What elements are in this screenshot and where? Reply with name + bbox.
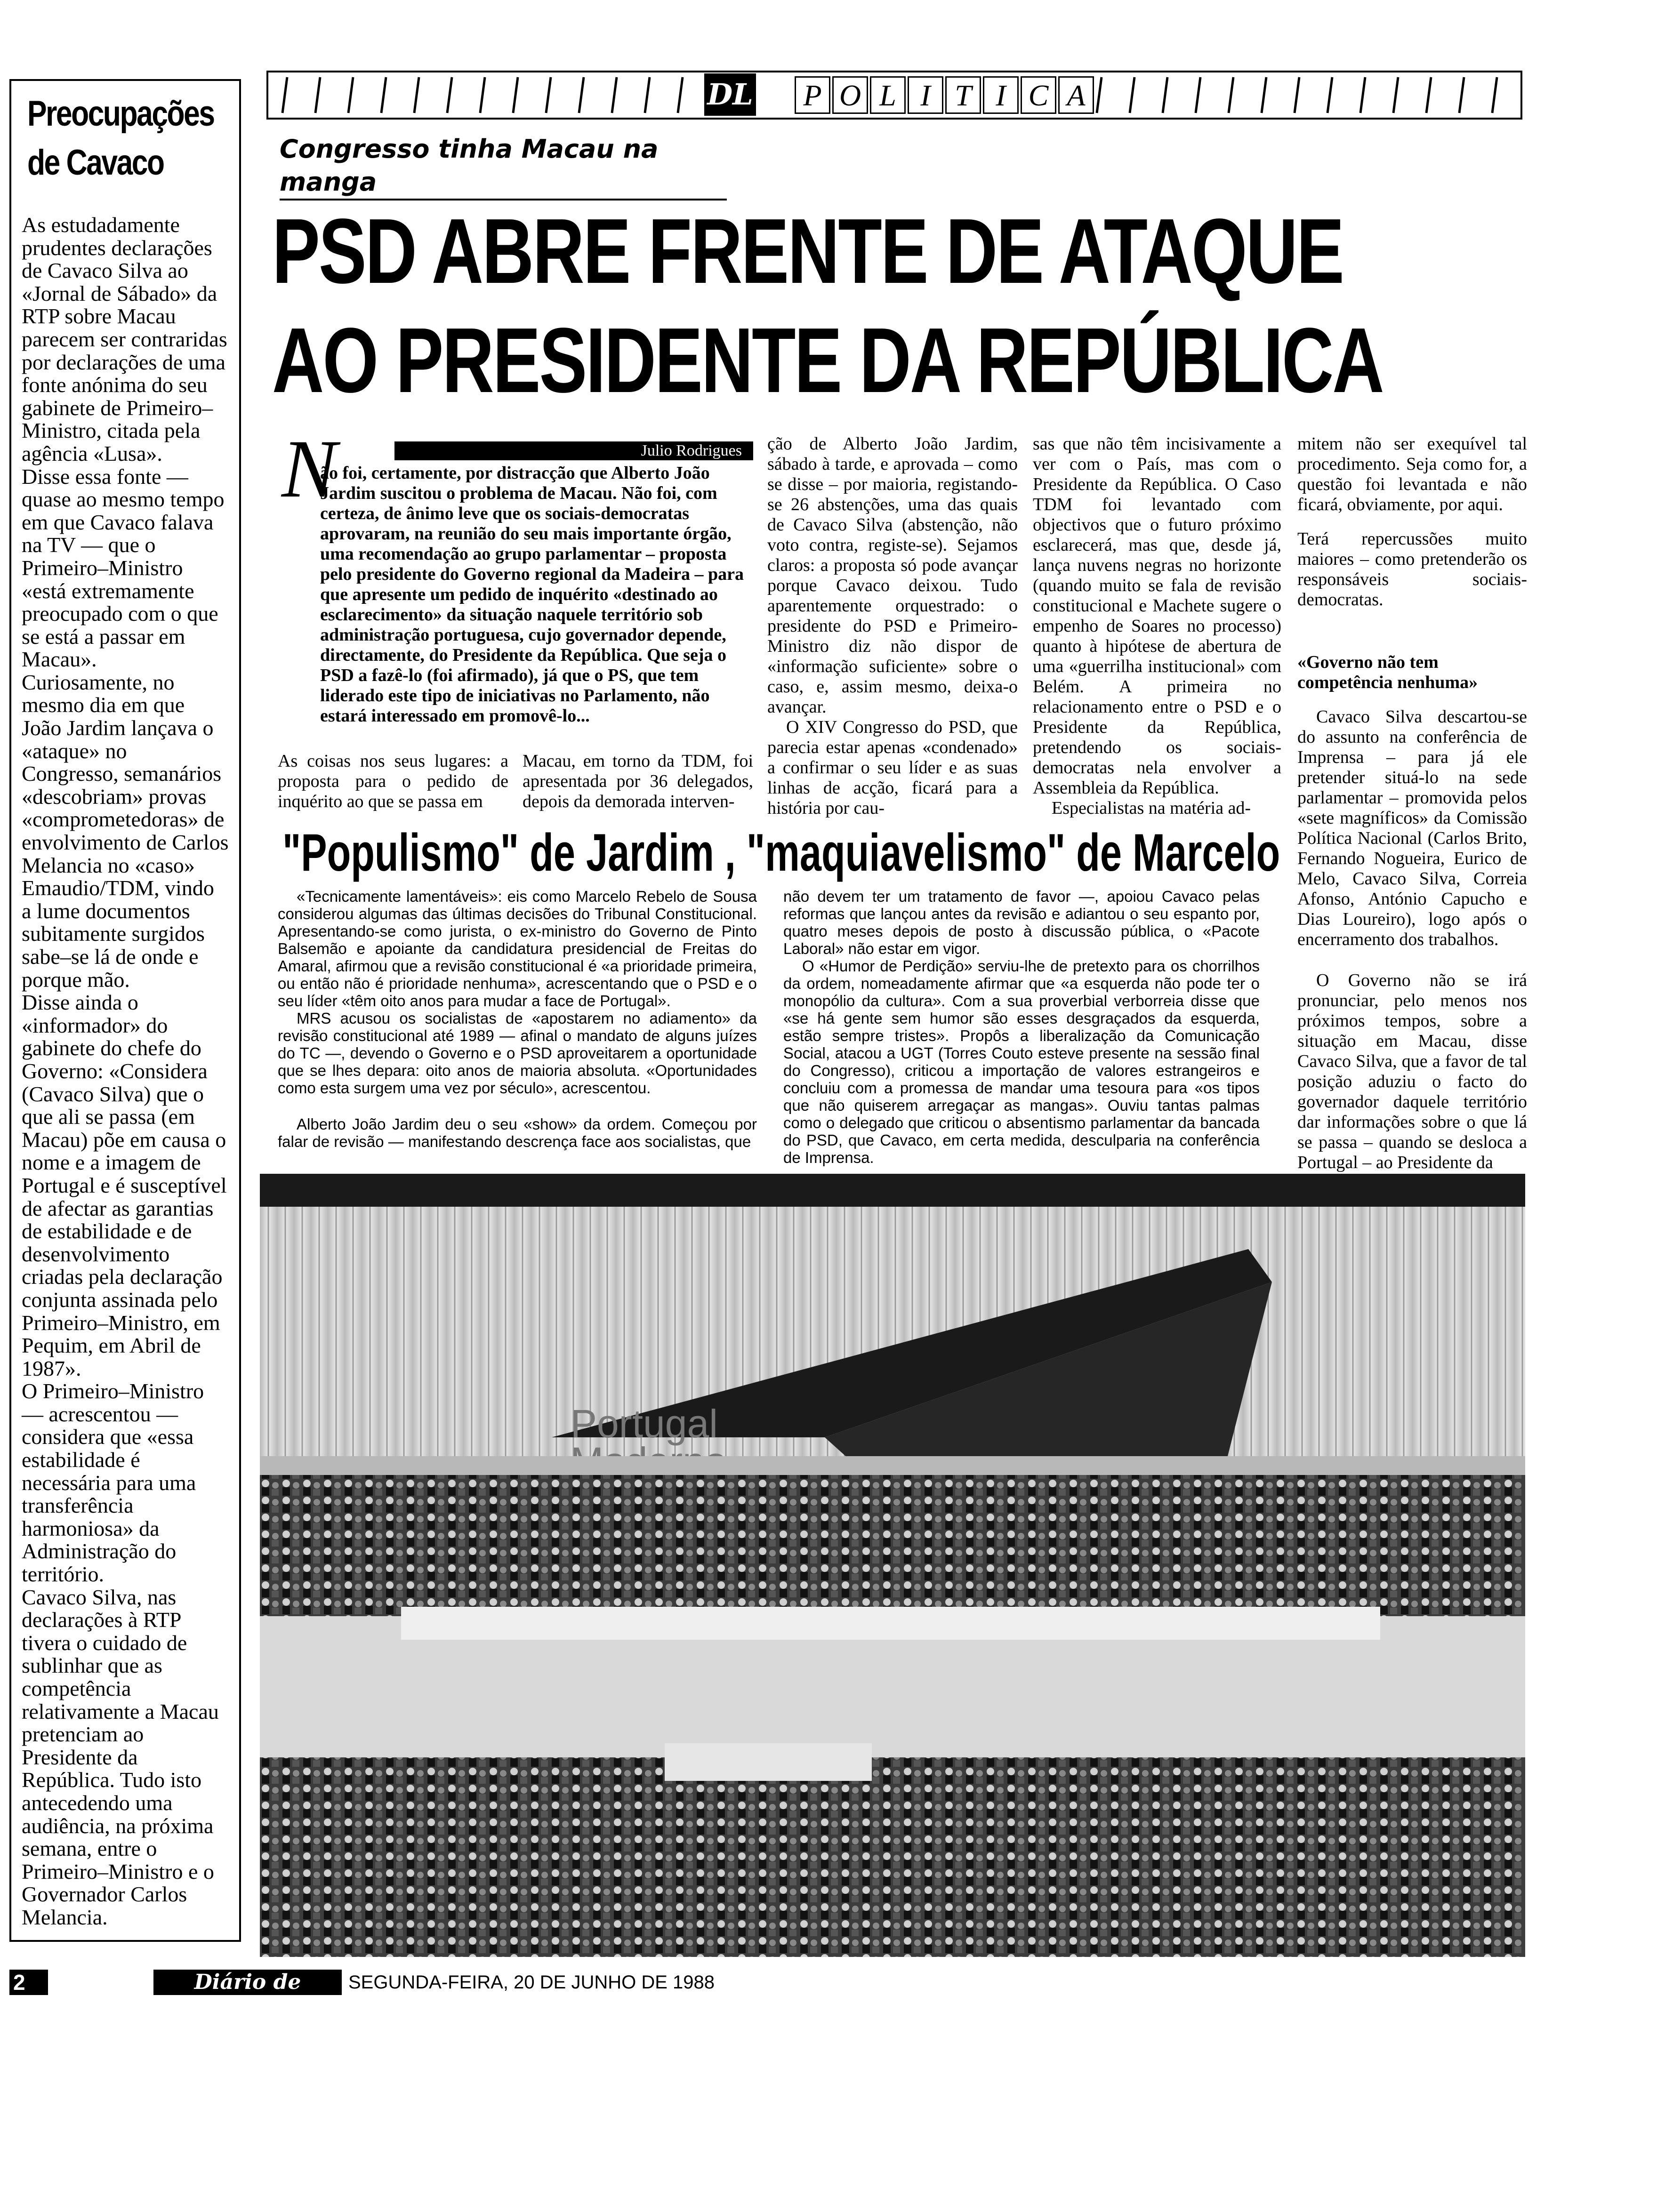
- article-paragraph: Alberto João Jardim deu o seu «show» da ordem. Começou por falar de revisão — manifestando descrença face aos socialistas, que: [278, 1115, 757, 1150]
- sidebar-text: [22, 214, 229, 1929]
- headline-line2: AO PRESIDENTE DA REPÚBLICA: [272, 309, 1383, 412]
- sidebar-paragraph: O Primeiro–Ministro — acrescentou — considera que «essa estabilidade é necessária para uma transferência harmoniosa» da Administração do território.: [22, 1379, 204, 1587]
- article-paragraph: MRS acusou os socialistas de «apostarem no adiamento» da revisão constitucional até 1989 — afinal o mandato de alguns juízes do TC —, devendo o Governo e o PSD aproveitarem a oportunidade que se lhes depara: oito anos de maioria absoluta. «Oportunidades como esta surgem uma vez por século», acrescentou.: [278, 1010, 757, 1097]
- section-letter: T: [945, 76, 981, 114]
- article-paragraph: mitem não ser exequível tal procedimento. Seja como for, a questão foi levantada e não ficará, obviamente, por aqui.: [1297, 434, 1527, 514]
- sub-article-right: [783, 888, 1260, 1166]
- section-logo: DL: [704, 73, 756, 116]
- article-col5: [1297, 434, 1527, 1173]
- section-letter: L: [870, 76, 906, 114]
- article-paragraph: Terá repercussões muito maiores – como pretenderão os responsáveis sociais-democratas.: [1297, 529, 1527, 609]
- section-letter: C: [1021, 76, 1056, 114]
- article-kicker: Congresso tinha Macau na manga: [280, 133, 727, 200]
- photo-banner-line1: Portugal: [571, 1402, 718, 1446]
- page-number: 2: [9, 1970, 48, 1995]
- sidebar-paragraph: Cavaco Silva, nas declarações à RTP tivera o cuidado de sublinhar que as competência relativamente a Macau pretenciam ao Presidente da República. Tudo isto antecedendo uma audiência, na próxima semana, entre o Primeiro–Ministro e o Governador Carlos Melancia.: [22, 1585, 219, 1929]
- article-paragraph: O XIV Congresso do PSD, que parecia estar apenas «condenado» a confirmar o seu líder e as suas linhas de acção, ficará para a história por cau-: [767, 717, 1018, 818]
- section-letter: I: [908, 76, 943, 114]
- subhead: "Populismo" de Jardim , "maquiavelismo" de Marcelo: [282, 823, 1280, 882]
- sidebar-paragraph: As estudadamente prudentes declarações de Cavaco Silva ao «Jornal de Sábado» da RTP sobre Macau parecem ser contraridas por declarações de uma fonte anónima do seu gabinete de Primeiro–Ministro, citada pela agência «Lusa».: [22, 213, 227, 465]
- article-lead: ão foi, certamente, por distracção que Alberto João Jardim suscitou o problema de Macau. Não foi, com certeza, de ânimo leve que os sociais-democratas aprovaram, na reunião do seu mais importante órgão, uma recomendação ao grupo parlamentar – proposta pelo presidente do Governo regional da Madeira – para que apresente um pedido de inquérito «destinado ao esclarecimento» da situação naquele território sob administração portuguesa, cujo governador depende, directamente, do Presidente da República. Que seja o PSD a fazê-lo (foi afirmado), já que o PS, que tem liderado este tipo de iniciativas no Parlamento, não estará interessado em promovê-lo...: [320, 463, 744, 726]
- section-letter: P: [795, 76, 830, 114]
- article-col1-cont: As coisas nos seus lugares: a proposta para o pedido de inquérito ao que se passa em: [278, 751, 508, 811]
- article-paragraph: ção de Alberto João Jardim, sábado à tarde, e aprovada – como se disse – por maioria, registando-se 26 abstenções, uma das quais de Cavaco Silva (abstenção, não voto contra, registe-se). Sejamos claros: a proposta só pode avançar porque Cavaco deixou. Tudo aparentemente orquestrado: o presidente do PSD e Primeiro-Ministro diz não dispor de «informação suficiente» sobre o caso, e, assim mesmo, deixa-o avançar.: [767, 434, 1018, 717]
- sidebar-paragraph: Disse ainda o «informador» do gabinete do chefe do Governo: «Considera (Cavaco Silva) que o que ali se passa (em Macau) põe em causa o nome e a imagem de Portugal e é susceptível de afectar as garantias de estabilidade e de desenvolvimento criadas pela declaração conjunta assinada pelo Primeiro–Ministro, em Pequim, em Abril de 1987».: [22, 990, 227, 1380]
- article-paragraph: O Governo não se irá pronunciar, pelo menos nos próximos tempos, sobre a situação em Macau, disse Cavaco Silva, que a favor de tal posição aduziu o facto do governador daquele território dar informações sobre o que lá se passa – quando se desloca a Portugal – ao Presidente da: [1297, 970, 1527, 1172]
- article-col3: [767, 434, 1018, 818]
- sidebar-title-line2: de Cavaco: [27, 143, 164, 183]
- article-paragraph: Cavaco Silva descartou-se do assunto na conferência de Imprensa – para já ele pretender situá-lo na sede parlamentar – promovida pelos «sete magníficos» da Comissão Política Nacional (Carlos Brito, Fernando Nogueira, Eurico de Melo, Cavaco Silva, Correia Afonso, António Capucho e Dias Loureiro), logo após o encerramento dos trabalhos.: [1297, 707, 1527, 949]
- congress-photo-image: [260, 1174, 1525, 1957]
- sidebar-paragraph: Curiosamente, no mesmo dia em que João Jardim lançava o «ataque» no Congresso, semanários «descobriam» provas «comprometedoras» de envolvimento de Carlos Melancia no «caso» Emaudio/TDM, vindo a lume documentos subitamente surgidos sabe–se lá de onde e porque mão.: [22, 670, 229, 992]
- sidebar-title-line1: Preocupações: [27, 94, 214, 134]
- byline: Julio Rodrigues: [394, 441, 753, 460]
- article-paragraph: não devem ter um tratamento de favor —, apoiou Cavaco pelas reformas que lançou antes da revisão e adiantou o seu espanto por, quatro meses depois de posto à discussão pública, o «Pacote Laboral» não estar em vigor.: [783, 888, 1260, 957]
- masthead-logo: Diário de Lisboa: [153, 1970, 342, 1995]
- sidebar-title: [27, 89, 214, 187]
- footer-date: SEGUNDA-FEIRA, 20 DE JUNHO DE 1988: [348, 1972, 715, 1993]
- congress-photo: [260, 1174, 1525, 1957]
- sub-article-left: [278, 888, 757, 1150]
- headline-line1: PSD ABRE FRENTE DE ATAQUE: [272, 200, 1343, 303]
- section-letter: A: [1058, 76, 1094, 114]
- article-col4: [1033, 434, 1281, 818]
- article-paragraph: sas que não têm incisivamente a ver com o País, mas com o Presidente da República. O Caso TDM foi levantado com objectivos que o futuro próximo esclarecerá, mas que, desde já, lança nuvens negras no horizonte (quando muito se fala de revisão constitucional e Machete sugere o empenho de Soares no processo) quanto à hipótese de abertura de uma «guerrilha institucional» com Belém. A primeira no relacionamento entre o PSD e o Presidente da República, pretendendo os sociais-democratas nela envolver a Assembleia da República.: [1033, 434, 1281, 798]
- section-letter: I: [983, 76, 1019, 114]
- column-subhead: «Governo não tem competência nenhuma»: [1297, 652, 1478, 692]
- article-paragraph: Especialistas na matéria ad-: [1052, 798, 1251, 818]
- sidebar-paragraph: Disse essa fonte — quase ao mesmo tempo em que Cavaco falava na TV — que o Primeiro–Ministro «está extremamente preocupado com o que se está a passar em Macau».: [22, 464, 225, 672]
- article-col2-cont: Macau, em torno da TDM, foi apresentada por 36 delegados, depois da demorada interven-: [523, 751, 753, 811]
- section-letter: O: [832, 76, 868, 114]
- article-paragraph: «Tecnicamente lamentáveis»: eis como Marcelo Rebelo de Sousa considerou algumas das últimas decisões do Tribunal Constitucional. Apresentando-se como jurista, o ex-ministro do Governo de Pinto Balsemão e apoiante da candidatura presidencial de Freitas do Amaral, afirmou que a revisão constitucional é «a prioridade primeira, ou então não é prioridade nenhuma», acrescentando que o PSD e o seu líder «têm oito anos para mudar a face de Portugal».: [278, 888, 757, 1010]
- article-paragraph: O «Humor de Perdição» serviu-lhe de pretexto para os chorrilhos da ordem, nomeadamente afirmar que «a esquerda não pode ter o monopólio da cultura». Com a sua proverbial verborreia disse que «se há gente sem humor são esses desgraçados da esquerda, estão sempre tristes». Propôs a liberalização da Comunicação Social, atacou a UGT (Torres Couto esteve presente na sessão final do Congresso), criticou a importação de valores estrangeiros e concluiu com a promessa de mandar uma tesoura para «os tipos que não quiserem arregaçar as mangas». Ouviu tantas palmas como o delegado que criticou o absentismo parlamentar da bancada do PSD, que Cavaco, em certa medida, desculparia na conferência de Imprensa.: [783, 957, 1260, 1166]
- drop-cap: N: [282, 423, 337, 515]
